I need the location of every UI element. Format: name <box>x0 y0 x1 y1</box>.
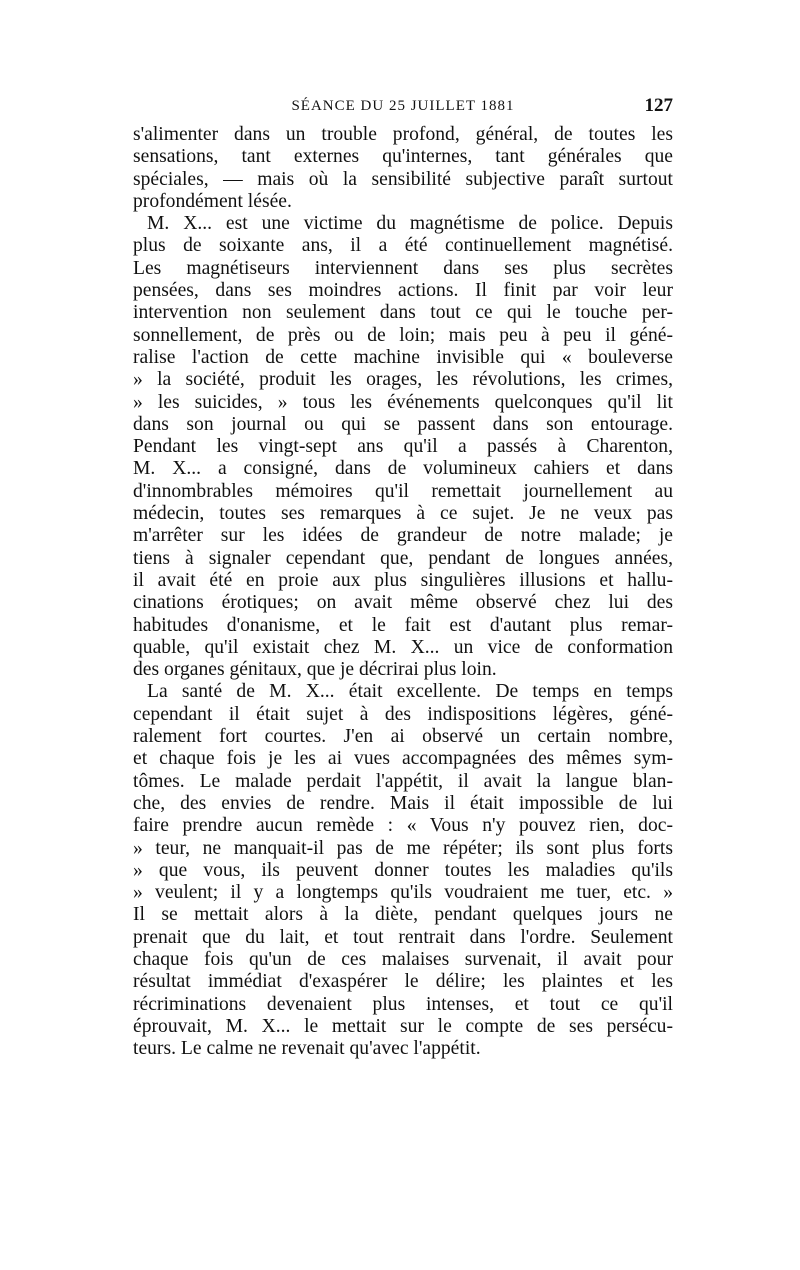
text-line: » que vous, ils peuvent donner toutes les maladies qu'ils <box>133 859 673 881</box>
text-line: dans son journal ou qui se passent dans son entourage. <box>133 413 673 435</box>
text-line: che, des envies de rendre. Mais il était impossible de lui <box>133 792 673 814</box>
text-line: et chaque fois je les ai vues accompagnées des mêmes sym- <box>133 748 673 770</box>
text-line: m'arrêter sur les idées de grandeur de notre malade; je <box>133 525 673 547</box>
text-line: tiens à signaler cependant que, pendant de longues années, <box>133 547 673 569</box>
text-line: cinations érotiques; on avait même observé chez lui des <box>133 592 673 614</box>
text-line: d'innombrables mémoires qu'il remettait journellement au <box>133 480 673 502</box>
text-line: » les suicides, » tous les événements quelconques qu'il lit <box>133 391 673 413</box>
text-line: éprouvait, M. X... le mettait sur le compte de ses persécu- <box>133 1015 673 1037</box>
text-line: s'alimenter dans un trouble profond, général, de toutes les <box>133 124 673 145</box>
text-line: chaque fois qu'un de ces malaises survenait, il avait pour <box>133 948 673 970</box>
text-line: Les magnétiseurs interviennent dans ses plus secrètes <box>133 257 673 279</box>
text-line: résultat immédiat d'exaspérer le délire; les plaintes et les <box>133 971 673 993</box>
text-line: sonnellement, de près ou de loin; mais peu à peu il géné- <box>133 324 673 346</box>
text-line: profondément lésée. <box>133 190 292 212</box>
text-line: tômes. Le malade perdait l'appétit, il avait la langue blan- <box>133 770 673 792</box>
text-line: teurs. Le calme ne revenait qu'avec l'appétit. <box>133 1038 481 1060</box>
text-line: La santé de M. X... était excellente. De temps en temps <box>147 681 673 703</box>
page-number: 127 <box>644 95 673 116</box>
text-line: récriminations devenaient plus intenses, et tout ce qu'il <box>133 993 673 1015</box>
text-line: intervention non seulement dans tout ce qui le touche per- <box>133 302 673 324</box>
text-line: des organes génitaux, que je décrirai plus loin. <box>133 659 497 681</box>
text-line: cependant il était sujet à des indispositions légères, géné- <box>133 703 673 725</box>
text-line: ralement fort courtes. J'en ai observé un certain nombre, <box>133 726 673 748</box>
text-line: Pendant les vingt-sept ans qu'il a passés à Charenton, <box>133 436 673 458</box>
text-line: M. X... a consigné, dans de volumineux cahiers et dans <box>133 458 673 480</box>
text-line: » veulent; il y a longtemps qu'ils voudraient me tuer, etc. » <box>133 882 673 904</box>
text-line: quable, qu'il existait chez M. X... un vice de conformation <box>133 636 673 658</box>
text-line: habitudes d'onanisme, et le fait est d'autant plus remar- <box>133 614 673 636</box>
text-line: » teur, ne manquait-il pas de me répéter; ils sont plus forts <box>133 837 673 859</box>
text-line: » la société, produit les orages, les révolutions, les crimes, <box>133 369 673 391</box>
text-line: M. X... est une victime du magnétisme de police. Depuis <box>147 213 673 235</box>
body-text <box>133 124 673 1060</box>
text-line: spéciales, — mais où la sensibilité subjective paraît surtout <box>133 168 673 190</box>
text-line: sensations, tant externes qu'internes, tant générales que <box>133 146 673 168</box>
text-line: ralise l'action de cette machine invisible qui « bouleverse <box>133 346 673 368</box>
running-title: SÉANCE DU 25 JUILLET 1881 <box>291 98 515 114</box>
text-line: il avait été en proie aux plus singulières illusions et hallu- <box>133 569 673 591</box>
page-header <box>133 94 673 118</box>
text-line: Il se mettait alors à la diète, pendant quelques jours ne <box>133 904 673 926</box>
text-line: plus de soixante ans, il a été continuellement magnétisé. <box>133 235 673 257</box>
text-line: pensées, dans ses moindres actions. Il finit par voir leur <box>133 280 673 302</box>
text-line: faire prendre aucun remède : « Vous n'y pouvez rien, doc- <box>133 815 673 837</box>
text-line: prenait que du lait, et tout rentrait dans l'ordre. Seulement <box>133 926 673 948</box>
text-line: médecin, toutes ses remarques à ce sujet. Je ne veux pas <box>133 503 673 525</box>
